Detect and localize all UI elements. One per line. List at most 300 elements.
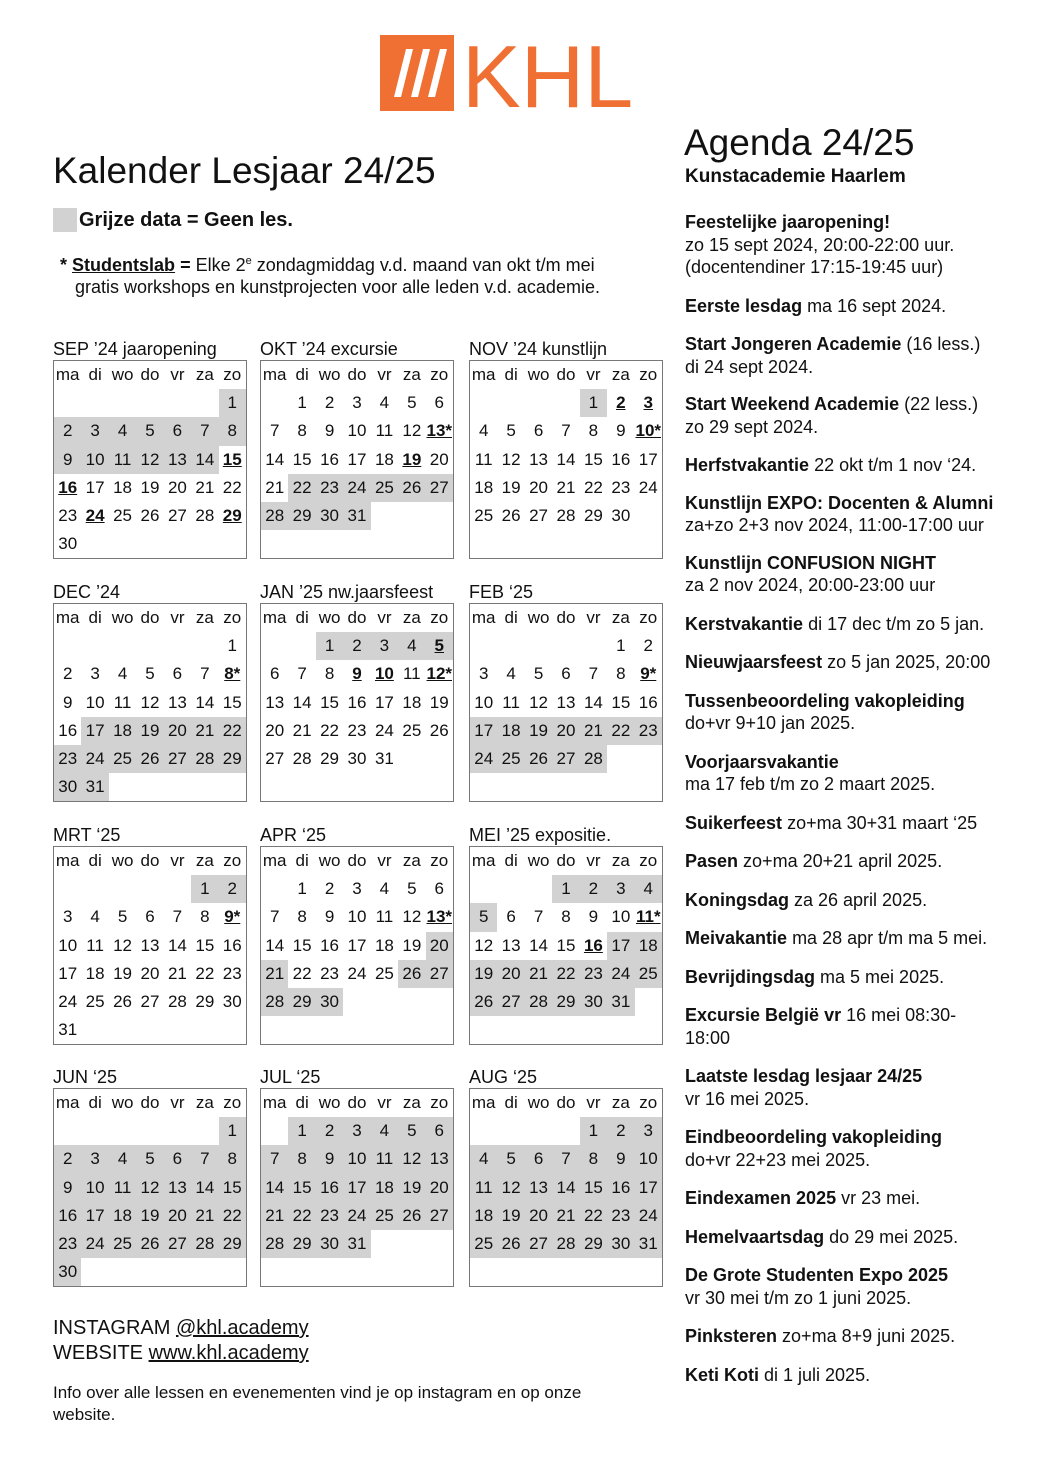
weekday-label: wo bbox=[318, 608, 341, 628]
day-cell: 3 bbox=[607, 875, 634, 903]
agenda-item bbox=[685, 850, 1045, 873]
day-cell: 16 bbox=[320, 935, 340, 955]
day-cell: 12 bbox=[497, 1174, 524, 1202]
day-cell: 17 bbox=[607, 932, 634, 960]
day-cell: 30 bbox=[347, 749, 367, 769]
day-cell: 2 bbox=[580, 875, 607, 903]
day-cell: 24 bbox=[347, 963, 367, 983]
day-cell: 10 bbox=[85, 692, 105, 712]
day-cell: 12 bbox=[529, 692, 549, 712]
day-cell: 8 bbox=[588, 421, 599, 441]
day-cell: 14 bbox=[552, 1174, 579, 1202]
day-cell: 26 bbox=[501, 506, 521, 526]
day-cell: 23 bbox=[580, 960, 607, 988]
day-cell: 18 bbox=[374, 935, 394, 955]
weekday-label: vr bbox=[377, 608, 392, 628]
day-cell: 3 bbox=[371, 632, 398, 660]
weekday-label: do bbox=[556, 365, 576, 385]
day-cell: 1 bbox=[580, 389, 607, 417]
day-cell: 27 bbox=[164, 1230, 191, 1258]
day-cell: 8 bbox=[288, 1145, 315, 1173]
day-cell: 29 bbox=[580, 1230, 607, 1258]
month-title: APR ‘25 bbox=[260, 825, 327, 845]
day-cell: 26 bbox=[470, 988, 497, 1016]
day-cell: 1 bbox=[219, 389, 246, 417]
day-cell: 16 bbox=[316, 1174, 343, 1202]
day-cell: 22 bbox=[607, 717, 634, 745]
day-cell: 14 bbox=[265, 935, 285, 955]
day-cell: 5 bbox=[136, 1145, 163, 1173]
weekday-label: zo bbox=[639, 365, 658, 385]
weekday-label: wo bbox=[318, 365, 341, 385]
agenda-item-head bbox=[685, 927, 1045, 950]
day-cell: 8 bbox=[561, 907, 571, 927]
agenda-item bbox=[685, 651, 1045, 674]
day-cell: 2 bbox=[343, 632, 370, 660]
day-cell: 18 bbox=[470, 1202, 497, 1230]
agenda-item-head bbox=[685, 333, 1045, 356]
day-cell: 14 bbox=[583, 692, 603, 712]
day-cell: 16 bbox=[607, 1174, 634, 1202]
day-cell: 6 bbox=[164, 1145, 191, 1173]
day-cell: 26 bbox=[113, 992, 133, 1012]
day-cell: 11 bbox=[402, 664, 421, 684]
day-cell: 4 bbox=[117, 664, 128, 684]
day-cell: 13* bbox=[426, 907, 453, 927]
agenda-item-line: vr 30 mei t/m zo 1 juni 2025. bbox=[685, 1287, 912, 1308]
agenda-item bbox=[685, 1187, 1045, 1210]
agenda-item bbox=[685, 690, 1045, 735]
day-cell: 19 bbox=[140, 477, 160, 497]
day-cell: 5 bbox=[426, 632, 453, 660]
day-cell: 11* bbox=[635, 907, 661, 927]
day-cell: 18 bbox=[109, 1202, 136, 1230]
weekday-label: ma bbox=[55, 608, 80, 628]
day-cell: 13 bbox=[164, 446, 191, 474]
day-cell: 2 bbox=[607, 1117, 634, 1145]
day-cell: 20 bbox=[140, 963, 160, 983]
agenda-item-head bbox=[685, 454, 1045, 477]
day-cell: 8 bbox=[324, 664, 335, 684]
day-cell: 25 bbox=[374, 963, 394, 983]
day-cell: 10 bbox=[347, 907, 367, 927]
weekday-label: wo bbox=[318, 1093, 341, 1113]
day-cell: 6 bbox=[533, 421, 544, 441]
day-cell: 24 bbox=[343, 474, 370, 502]
day-cell: 17 bbox=[638, 449, 658, 469]
month-calendar bbox=[469, 581, 663, 802]
agenda-item-title: Herfstvakantie bbox=[685, 455, 810, 475]
month-title: FEB ‘25 bbox=[469, 582, 534, 602]
weekday-label: ma bbox=[262, 608, 287, 628]
agenda-item-head bbox=[685, 1264, 1045, 1287]
day-cell: 1 bbox=[191, 875, 218, 903]
month-calendar bbox=[53, 338, 247, 559]
agenda-item bbox=[685, 1004, 1045, 1049]
agenda-item-head bbox=[685, 295, 1045, 318]
day-cell: 13 bbox=[525, 1174, 552, 1202]
day-cell: 23 bbox=[54, 745, 81, 773]
day-cell: 29 bbox=[288, 988, 315, 1016]
day-cell: 4 bbox=[478, 421, 489, 441]
day-cell: 19 bbox=[470, 960, 497, 988]
weekday-label: vr bbox=[377, 851, 392, 871]
day-cell: 12 bbox=[402, 907, 422, 927]
day-cell: 9 bbox=[316, 1145, 343, 1173]
agenda-item-title: Pinksteren bbox=[685, 1326, 778, 1346]
day-cell: 3 bbox=[643, 393, 653, 413]
day-cell: 31 bbox=[635, 1230, 662, 1258]
weekday-label: wo bbox=[527, 608, 550, 628]
weekday-label: di bbox=[504, 1093, 518, 1113]
day-cell: 3 bbox=[343, 1117, 370, 1145]
day-cell: 9 bbox=[324, 907, 335, 927]
agenda-item-line: za 2 nov 2024, 20:00-23:00 uur bbox=[685, 575, 936, 595]
month-calendar bbox=[53, 824, 247, 1045]
day-cell: 10 bbox=[58, 935, 78, 955]
weekday-label: vr bbox=[586, 608, 601, 628]
day-cell: 2 bbox=[219, 875, 246, 903]
day-cell: 21 bbox=[525, 960, 552, 988]
day-cell: 20 bbox=[164, 1202, 191, 1230]
day-cell: 12 bbox=[113, 935, 133, 955]
weekday-label: di bbox=[295, 1093, 309, 1113]
agenda-item-detail: (16 less.) bbox=[901, 334, 981, 354]
agenda-item-title: De Grote Studenten Expo 2025 bbox=[685, 1265, 949, 1285]
day-cell: 21 bbox=[552, 1202, 579, 1230]
day-cell: 8 bbox=[200, 907, 210, 927]
day-cell: 22 bbox=[552, 960, 579, 988]
day-cell: 30 bbox=[316, 988, 343, 1016]
weekday-label: zo bbox=[430, 365, 449, 385]
day-cell: 6 bbox=[426, 1117, 453, 1145]
day-cell: 10 bbox=[374, 664, 394, 684]
day-cell: 25 bbox=[109, 745, 136, 773]
day-cell: 31 bbox=[343, 502, 370, 530]
month-box bbox=[53, 603, 247, 802]
agenda-item-title: Eerste lesdag bbox=[685, 295, 803, 316]
agenda-item-head bbox=[685, 850, 1045, 873]
day-cell: 12 bbox=[140, 692, 160, 712]
day-cell: 28 bbox=[191, 745, 218, 773]
day-cell: 31 bbox=[81, 773, 108, 801]
day-cell: 20 bbox=[426, 932, 453, 960]
day-cell: 14 bbox=[191, 1174, 218, 1202]
instagram-link[interactable]: @khl.academy bbox=[175, 1317, 309, 1339]
website-link[interactable]: www.khl.academy bbox=[148, 1342, 309, 1364]
weekday-label: zo bbox=[430, 1093, 449, 1113]
day-cell: 30 bbox=[222, 992, 242, 1012]
month-title: MRT ‘25 bbox=[53, 825, 121, 845]
month-box bbox=[469, 603, 663, 802]
day-cell: 15 bbox=[195, 935, 215, 955]
weekday-label: vr bbox=[586, 851, 601, 871]
agenda-item bbox=[685, 1364, 1045, 1387]
day-cell: 27 bbox=[552, 745, 579, 773]
day-cell: 21 bbox=[265, 477, 285, 497]
day-cell: 5 bbox=[533, 664, 544, 684]
agenda-item-line: di 24 sept 2024. bbox=[685, 356, 814, 377]
agenda-item-detail: di 17 dec t/m zo 5 jan. bbox=[803, 613, 985, 634]
day-cell: 29 bbox=[195, 992, 215, 1012]
day-cell: 5 bbox=[136, 417, 163, 445]
agenda-item bbox=[685, 613, 1045, 636]
day-cell: 30 bbox=[607, 1230, 634, 1258]
month-box bbox=[53, 360, 247, 559]
day-cell: 14 bbox=[167, 935, 187, 955]
day-cell: 28 bbox=[556, 506, 576, 526]
month-title: JAN ’25 nw.jaarsfeest bbox=[260, 582, 434, 602]
agenda-item-detail: zo 5 jan 2025, 20:00 bbox=[822, 652, 991, 672]
weekday-label: ma bbox=[471, 365, 496, 385]
info-text: Info over alle lessen en evenementen vind je op instagram en op onze website. bbox=[53, 1383, 582, 1424]
month-title: SEP ’24 jaaropening bbox=[53, 339, 217, 359]
day-cell: 17 bbox=[470, 717, 497, 745]
day-cell: 31 bbox=[58, 1020, 78, 1040]
day-cell: 20 bbox=[497, 960, 524, 988]
agenda-item-title: Suikerfeest bbox=[685, 812, 783, 833]
agenda-item-title: Start Weekend Academie bbox=[685, 394, 900, 414]
day-cell: 6 bbox=[434, 393, 444, 413]
day-cell: 11 bbox=[86, 935, 104, 955]
khl-logo bbox=[380, 27, 634, 126]
day-cell: 17 bbox=[635, 1174, 662, 1202]
day-cell: 20 bbox=[265, 720, 285, 740]
day-cell: 7 bbox=[191, 1145, 218, 1173]
month-title: NOV ’24 kunstlijn bbox=[469, 339, 608, 359]
weekday-label: di bbox=[504, 851, 518, 871]
day-cell: 20 bbox=[426, 1174, 453, 1202]
day-cell: 15 bbox=[583, 449, 603, 469]
day-cell: 16 bbox=[54, 1202, 81, 1230]
day-cell: 17 bbox=[347, 935, 367, 955]
weekday-label: do bbox=[140, 365, 160, 385]
agenda-item-line: vr 16 mei 2025. bbox=[685, 1088, 810, 1109]
agenda-item-line: do+vr 9+10 jan 2025. bbox=[685, 713, 856, 733]
weekday-label: za bbox=[611, 1093, 630, 1113]
day-cell: 19 bbox=[398, 1174, 425, 1202]
weekday-label: wo bbox=[111, 851, 134, 871]
day-cell: 23 bbox=[607, 1202, 634, 1230]
day-cell: 9* bbox=[640, 664, 657, 684]
weekday-label: do bbox=[347, 608, 367, 628]
month-box bbox=[53, 1088, 247, 1287]
agenda-item-detail: zo+ma 20+21 april 2025. bbox=[738, 851, 943, 871]
weekday-label: wo bbox=[111, 1093, 134, 1113]
day-cell: 21 bbox=[261, 1202, 288, 1230]
weekday-label: ma bbox=[262, 365, 287, 385]
day-cell: 16 bbox=[583, 935, 603, 955]
day-cell: 26 bbox=[398, 1202, 425, 1230]
month-title: OKT ’24 excursie bbox=[260, 339, 398, 359]
day-cell: 22 bbox=[219, 1202, 246, 1230]
weekday-label: vr bbox=[170, 365, 185, 385]
weekday-label: vr bbox=[377, 365, 392, 385]
day-cell: 6 bbox=[145, 907, 155, 927]
agenda-item-line: (docentendiner 17:15-19:45 uur) bbox=[685, 257, 944, 277]
day-cell: 9 bbox=[54, 446, 81, 474]
day-cell: 24 bbox=[58, 992, 78, 1012]
day-cell: 28 bbox=[552, 1230, 579, 1258]
day-cell: 2 bbox=[54, 417, 81, 445]
month-box bbox=[469, 360, 663, 559]
agenda-item-title: Kunstlijn CONFUSION NIGHT bbox=[685, 552, 936, 573]
day-cell: 26 bbox=[140, 506, 160, 526]
agenda-item bbox=[685, 295, 1045, 318]
day-cell: 8 bbox=[297, 907, 307, 927]
weekday-label: di bbox=[295, 851, 309, 871]
day-cell: 9 bbox=[62, 692, 73, 712]
month-box bbox=[469, 1088, 663, 1287]
day-cell: 8 bbox=[219, 417, 246, 445]
day-cell: 6 bbox=[172, 664, 183, 684]
agenda-item-head bbox=[685, 492, 1045, 515]
agenda-item-line: zo 29 sept 2024. bbox=[685, 416, 819, 437]
weekday-label: ma bbox=[55, 1093, 80, 1113]
day-cell: 22 bbox=[288, 1202, 315, 1230]
weekday-label: wo bbox=[527, 1093, 550, 1113]
day-cell: 23 bbox=[54, 1230, 81, 1258]
agenda-item-title: Nieuwjaarsfeest bbox=[685, 652, 823, 672]
agenda-item-title: Hemelvaartsdag bbox=[685, 1226, 825, 1247]
weekday-label: ma bbox=[262, 851, 287, 871]
day-cell: 4 bbox=[635, 875, 662, 903]
agenda-item-title: Tussenbeoordeling vakopleiding bbox=[685, 690, 965, 711]
day-cell: 4 bbox=[379, 879, 390, 899]
day-cell: 15 bbox=[292, 935, 312, 955]
agenda-item-detail: ma 28 apr t/m ma 5 mei. bbox=[787, 928, 988, 948]
day-cell: 1 bbox=[227, 636, 237, 656]
day-cell: 4 bbox=[109, 1145, 136, 1173]
instagram-line bbox=[53, 1316, 309, 1341]
weekday-label: do bbox=[556, 608, 576, 628]
day-cell: 24 bbox=[635, 1202, 662, 1230]
day-cell: 18 bbox=[402, 692, 422, 712]
agenda-item-line: 18:00 bbox=[685, 1027, 731, 1048]
agenda-item-detail: zo+ma 30+31 maart ‘25 bbox=[782, 812, 978, 833]
day-cell: 12 bbox=[501, 449, 521, 469]
day-cell: 17 bbox=[81, 1202, 108, 1230]
website-line bbox=[53, 1341, 309, 1366]
agenda-item bbox=[685, 1325, 1045, 1348]
weekday-label: za bbox=[402, 1093, 421, 1113]
day-cell: 4 bbox=[470, 1145, 497, 1173]
day-cell: 14 bbox=[191, 446, 218, 474]
day-cell: 7 bbox=[200, 664, 210, 684]
day-cell: 11 bbox=[371, 1145, 398, 1173]
month-box bbox=[260, 360, 454, 559]
day-cell: 16 bbox=[222, 935, 242, 955]
day-cell: 26 bbox=[429, 720, 449, 740]
agenda-item-detail: zo+ma 8+9 juni 2025. bbox=[777, 1326, 956, 1346]
day-cell: 13 bbox=[556, 692, 576, 712]
month-calendar bbox=[260, 338, 454, 559]
day-cell: 17 bbox=[347, 449, 367, 469]
note-line2: gratis workshops en kunstprojecten voor alle leden v.d. academie. bbox=[75, 277, 600, 297]
month-calendar bbox=[260, 581, 454, 802]
agenda-item-detail: vr 23 mei. bbox=[836, 1188, 921, 1208]
day-cell: 7 bbox=[172, 907, 183, 927]
day-cell: 13 bbox=[140, 935, 160, 955]
page-title: Kalender Lesjaar 24/25 bbox=[53, 150, 436, 191]
weekday-label: wo bbox=[527, 365, 550, 385]
agenda-item-title: Bevrijdingsdag bbox=[685, 966, 816, 987]
day-cell: 1 bbox=[288, 1117, 315, 1145]
day-cell: 16 bbox=[347, 692, 367, 712]
day-cell: 27 bbox=[426, 960, 453, 988]
day-cell: 12* bbox=[426, 664, 453, 684]
day-cell: 4 bbox=[90, 907, 100, 927]
day-cell: 27 bbox=[426, 1202, 453, 1230]
day-cell: 23 bbox=[222, 963, 242, 983]
day-cell: 7 bbox=[269, 907, 280, 927]
day-cell: 28 bbox=[167, 992, 187, 1012]
agenda-item-head bbox=[685, 812, 1045, 835]
weekday-label: za bbox=[195, 1093, 214, 1113]
agenda-item-line: za+zo 2+3 nov 2024, 11:00-17:00 uur bbox=[685, 515, 984, 535]
note-text-a: Elke 2 bbox=[195, 255, 246, 275]
month-box bbox=[53, 846, 247, 1045]
weekday-label: vr bbox=[170, 608, 185, 628]
day-cell: 24 bbox=[81, 1230, 108, 1258]
day-cell: 12 bbox=[474, 935, 494, 955]
day-cell: 1 bbox=[616, 636, 626, 656]
weekday-label: di bbox=[88, 365, 102, 385]
day-cell: 18 bbox=[474, 477, 494, 497]
day-cell: 27 bbox=[164, 745, 191, 773]
day-cell: 25 bbox=[371, 474, 398, 502]
day-cell: 27 bbox=[497, 988, 524, 1016]
day-cell: 26 bbox=[525, 745, 552, 773]
day-cell: 13 bbox=[265, 692, 285, 712]
day-cell: 7 bbox=[588, 664, 599, 684]
studentslab-label: Studentslab bbox=[72, 255, 176, 275]
day-cell: 4 bbox=[506, 664, 516, 684]
agenda-item-line: zo 15 sept 2024, 20:00-22:00 uur. bbox=[685, 234, 955, 255]
weekday-label: di bbox=[504, 608, 518, 628]
agenda-item-title: Eindbeoordeling vakopleiding bbox=[685, 1127, 943, 1147]
note-sup: e bbox=[245, 255, 252, 267]
agenda-item-head bbox=[685, 651, 1045, 674]
day-cell: 12 bbox=[136, 446, 163, 474]
day-cell: 18 bbox=[109, 717, 136, 745]
weekday-label: za bbox=[195, 608, 214, 628]
day-cell: 1 bbox=[580, 1117, 607, 1145]
day-cell: 18 bbox=[85, 963, 105, 983]
weekday-label: do bbox=[556, 851, 576, 871]
agenda-item-head bbox=[685, 1126, 1045, 1149]
day-cell: 9* bbox=[224, 907, 241, 927]
day-cell: 4 bbox=[398, 632, 425, 660]
day-cell: 7 bbox=[552, 1145, 579, 1173]
day-cell: 15 bbox=[222, 449, 242, 469]
day-cell: 28 bbox=[580, 745, 607, 773]
agenda-item-title: Voorjaarsvakantie bbox=[685, 751, 839, 772]
month-box bbox=[260, 603, 454, 802]
weekday-label: ma bbox=[471, 608, 496, 628]
month-calendar bbox=[469, 1066, 663, 1287]
day-cell: 29 bbox=[219, 1230, 246, 1258]
weekday-label: do bbox=[347, 1093, 367, 1113]
day-cell: 31 bbox=[607, 988, 634, 1016]
agenda-item-title: Eindexamen 2025 bbox=[685, 1188, 837, 1208]
day-cell: 25 bbox=[497, 745, 524, 773]
agenda-item bbox=[685, 333, 1045, 378]
day-cell: 9 bbox=[54, 1174, 81, 1202]
agenda-item bbox=[685, 492, 1045, 537]
day-cell: 29 bbox=[222, 506, 242, 526]
day-cell: 15 bbox=[580, 1174, 607, 1202]
